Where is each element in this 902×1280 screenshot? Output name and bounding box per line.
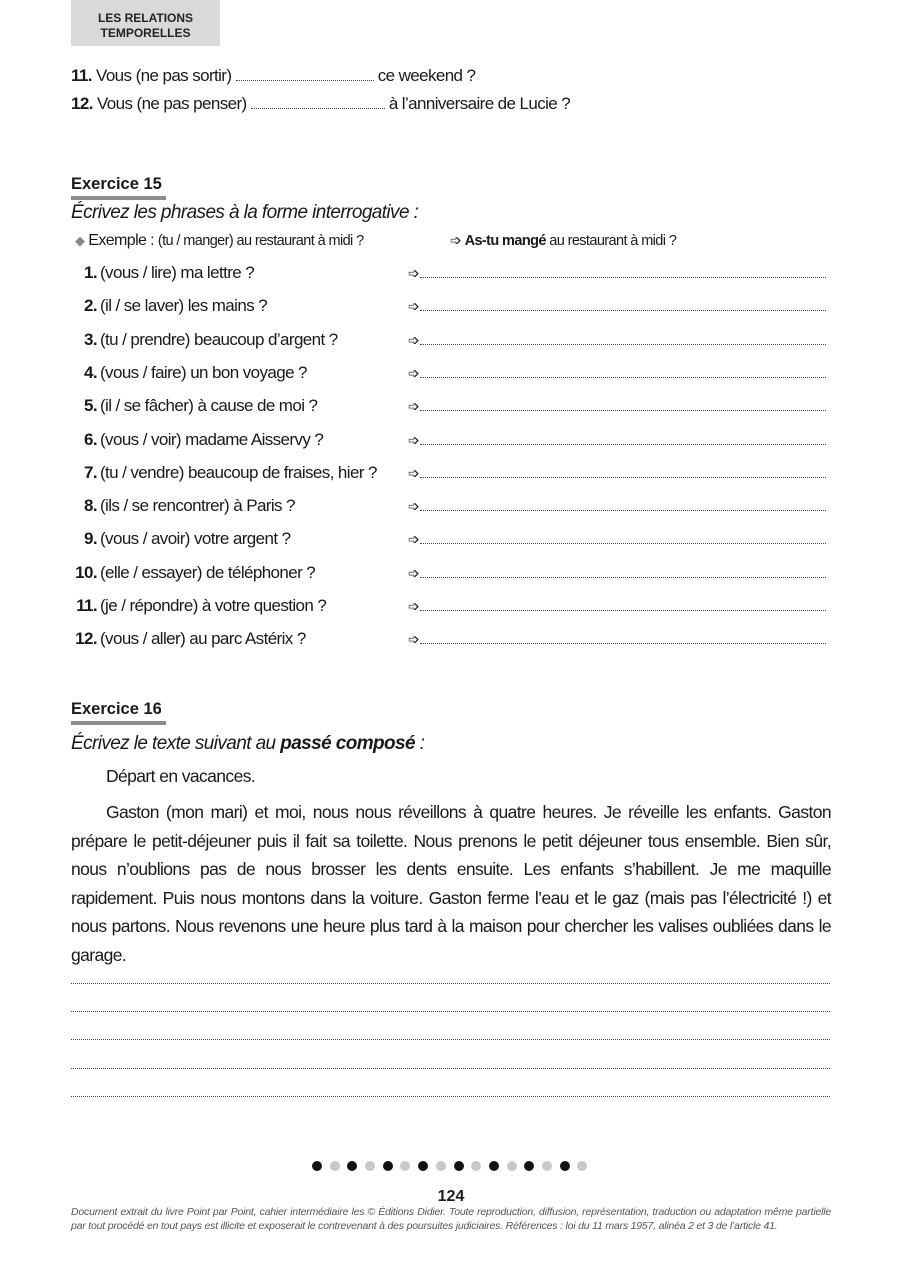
writing-line[interactable] xyxy=(71,1068,830,1069)
decorative-dot xyxy=(560,1161,570,1171)
arrow-right-icon: ➩ xyxy=(408,531,420,547)
answer-blank[interactable] xyxy=(420,610,826,611)
answer-blank[interactable] xyxy=(420,277,826,278)
writing-line[interactable] xyxy=(71,1039,830,1040)
decorative-dot xyxy=(577,1161,587,1171)
decorative-dot xyxy=(507,1161,517,1171)
exercise-16-instruction xyxy=(71,733,424,755)
example-answer-rest: au restaurant à midi ? xyxy=(549,233,677,249)
exercise-16-title: Exercice 16 xyxy=(71,700,162,718)
exercise-15-answer-line[interactable] xyxy=(408,332,830,349)
item-number: 7. xyxy=(84,463,97,482)
exercise-15-item xyxy=(71,529,401,549)
decorative-dot xyxy=(365,1161,375,1171)
exercise-15-item xyxy=(71,629,401,649)
arrow-right-icon: ➩ xyxy=(408,432,420,448)
exercise-15-answer-line[interactable] xyxy=(408,565,830,582)
item-text: (vous / lire) ma lettre ? xyxy=(100,263,255,282)
answer-blank[interactable] xyxy=(251,108,385,109)
writing-line[interactable] xyxy=(71,1011,830,1012)
decorative-dot xyxy=(489,1161,499,1171)
exercise-15-answer-line[interactable] xyxy=(408,631,830,648)
item-number: 11. xyxy=(71,66,92,85)
decorative-dot xyxy=(524,1161,534,1171)
answer-blank[interactable] xyxy=(420,444,826,445)
example-answer-bold: As-tu mangé xyxy=(464,233,546,249)
paragraph-text: Gaston (mon mari) et moi, nous nous réveillons à quatre heures. Je réveille les enfants. Gaston prépare le petit-déjeuner puis il fait sa toilette. Nous prenons le petit déjeuner tous ensemble. Bien sûr, nous n’oublions pas de nous brosser les dents ensuite. Les enfants s’habillent. Je me maquille rapidement. Puis nous montons dans la voiture. Gaston ferme l’eau et le gaz (mais pas l’électricité !) et nous partons. Nous revenons une heure plus tard à la maison pour chercher les valises oubliées dans le garage. xyxy=(71,802,831,965)
text-title: Départ en vacances. xyxy=(106,766,256,786)
example-label: Exemple : xyxy=(88,232,155,249)
exercise-15-heading xyxy=(71,175,166,200)
item-number: 4. xyxy=(84,363,97,382)
item-text: (je / répondre) à votre question ? xyxy=(100,596,327,615)
item-text: (vous / avoir) votre argent ? xyxy=(100,529,291,548)
decorative-dots xyxy=(312,1157,595,1171)
exercise-15-item xyxy=(71,363,401,383)
section-tab xyxy=(71,0,220,46)
exercise-15-item xyxy=(71,330,401,350)
exercise-15-instruction: Écrivez les phrases à la forme interrogative : xyxy=(71,202,419,223)
exercise-15-answer-line[interactable] xyxy=(408,598,830,615)
item-text: Vous (ne pas sortir) xyxy=(96,66,232,85)
item-number: 6. xyxy=(84,430,97,449)
exercise-15-item xyxy=(71,396,401,416)
exercise-15-item xyxy=(71,496,401,516)
heading-underbar xyxy=(71,196,166,200)
exercise-15-answer-line[interactable] xyxy=(408,398,830,415)
item-number: 10. xyxy=(75,563,97,582)
prev-item-11 xyxy=(71,66,475,86)
item-number: 3. xyxy=(84,330,97,349)
item-number: 12. xyxy=(71,94,93,113)
diamond-bullet-icon: ◆ xyxy=(75,233,85,248)
answer-blank[interactable] xyxy=(420,477,826,478)
arrow-right-icon: ➩ xyxy=(408,598,420,614)
decorative-dot xyxy=(436,1161,446,1171)
decorative-dot xyxy=(383,1161,393,1171)
decorative-dot xyxy=(400,1161,410,1171)
writing-line[interactable] xyxy=(71,1096,830,1097)
copyright-footer: Document extrait du livre Point par Point, cahier intermédiaire les © Éditions Didier. Toute reproduction, diffusion, représentation, traduction ou adaptation même partielle par tout procédé en tout pays est illicite et exposerait le contrevenant à des poursuites judiciaires. Références : loi du 11 mars 1957, alinéa 2 et 3 de l’article 41. xyxy=(71,1206,831,1232)
answer-blank[interactable] xyxy=(420,543,826,544)
instruction-end: : xyxy=(414,733,425,754)
item-number: 8. xyxy=(84,496,97,515)
item-number: 1. xyxy=(84,263,97,282)
decorative-dot xyxy=(418,1161,428,1171)
answer-blank[interactable] xyxy=(420,643,826,644)
exercise-15-answer-line[interactable] xyxy=(408,498,830,515)
exercise-15-example-answer xyxy=(450,232,676,249)
arrow-right-icon: ➩ xyxy=(450,232,462,248)
item-text: Vous (ne pas penser) xyxy=(96,94,247,113)
exercise-15-answer-line[interactable] xyxy=(408,365,830,382)
item-text: (elle / essayer) de téléphoner ? xyxy=(100,563,316,582)
exercise-15-title: Exercice 15 xyxy=(71,175,162,193)
writing-line[interactable] xyxy=(71,983,830,984)
exercise-15-item xyxy=(71,563,401,583)
decorative-dot xyxy=(347,1161,357,1171)
exercise-16-paragraph xyxy=(71,798,831,970)
item-number: 2. xyxy=(84,296,97,315)
answer-blank[interactable] xyxy=(420,310,826,311)
exercise-15-item xyxy=(71,296,401,316)
exercise-16-heading xyxy=(71,700,166,725)
answer-blank[interactable] xyxy=(420,410,826,411)
arrow-right-icon: ➩ xyxy=(408,265,420,281)
answer-blank[interactable] xyxy=(420,344,826,345)
answer-blank[interactable] xyxy=(420,510,826,511)
decorative-dot xyxy=(330,1161,340,1171)
answer-blank[interactable] xyxy=(420,377,826,378)
exercise-15-answer-line[interactable] xyxy=(408,298,830,315)
exercise-15-item xyxy=(71,596,401,616)
arrow-right-icon: ➩ xyxy=(408,365,420,381)
item-text: (tu / vendre) beaucoup de fraises, hier ? xyxy=(100,463,377,482)
item-text: (vous / faire) un bon voyage ? xyxy=(100,363,307,382)
exercise-15-answer-line[interactable] xyxy=(408,465,830,482)
page-number: 124 xyxy=(437,1188,465,1205)
section-title-line2: TEMPORELLES xyxy=(100,26,191,40)
arrow-right-icon: ➩ xyxy=(408,498,420,514)
arrow-right-icon: ➩ xyxy=(408,398,420,414)
item-text: (ils / se rencontrer) à Paris ? xyxy=(100,496,295,515)
arrow-right-icon: ➩ xyxy=(408,332,420,348)
item-text-after: à l’anniversaire de Lucie ? xyxy=(388,94,571,113)
item-text: (vous / aller) au parc Astérix ? xyxy=(100,629,306,648)
item-number: 11. xyxy=(76,596,97,615)
instruction-text: Écrivez le texte suivant au xyxy=(71,733,281,754)
exercise-15-example xyxy=(75,232,364,250)
item-text: (il / se fâcher) à cause de moi ? xyxy=(100,396,318,415)
arrow-right-icon: ➩ xyxy=(408,631,420,647)
exercise-15-answer-line[interactable] xyxy=(408,531,830,548)
example-text: (tu / manger) au restaurant à midi ? xyxy=(157,233,364,249)
item-text: (vous / voir) madame Aisservy ? xyxy=(100,430,324,449)
prev-item-12 xyxy=(71,94,570,114)
arrow-right-icon: ➩ xyxy=(408,298,420,314)
decorative-dot xyxy=(542,1161,552,1171)
item-number: 12. xyxy=(75,629,97,648)
exercise-15-answer-line[interactable] xyxy=(408,432,830,449)
item-text: (il / se laver) les mains ? xyxy=(100,296,268,315)
arrow-right-icon: ➩ xyxy=(408,465,420,481)
decorative-dot xyxy=(454,1161,464,1171)
exercise-15-item xyxy=(71,463,401,483)
arrow-right-icon: ➩ xyxy=(408,565,420,581)
decorative-dot xyxy=(312,1161,322,1171)
answer-blank[interactable] xyxy=(420,577,826,578)
instruction-bold: passé composé xyxy=(280,733,415,754)
item-number: 9. xyxy=(84,529,97,548)
item-number: 5. xyxy=(84,396,97,415)
item-text-after: ce weekend ? xyxy=(377,66,476,85)
heading-underbar xyxy=(71,721,166,725)
section-title-line1: LES RELATIONS xyxy=(97,11,194,25)
item-text: (tu / prendre) beaucoup d’argent ? xyxy=(100,330,338,349)
exercise-15-answer-line[interactable] xyxy=(408,265,830,282)
exercise-15-item xyxy=(71,430,401,450)
exercise-15-item xyxy=(71,263,401,283)
answer-blank[interactable] xyxy=(236,80,374,81)
decorative-dot xyxy=(471,1161,481,1171)
